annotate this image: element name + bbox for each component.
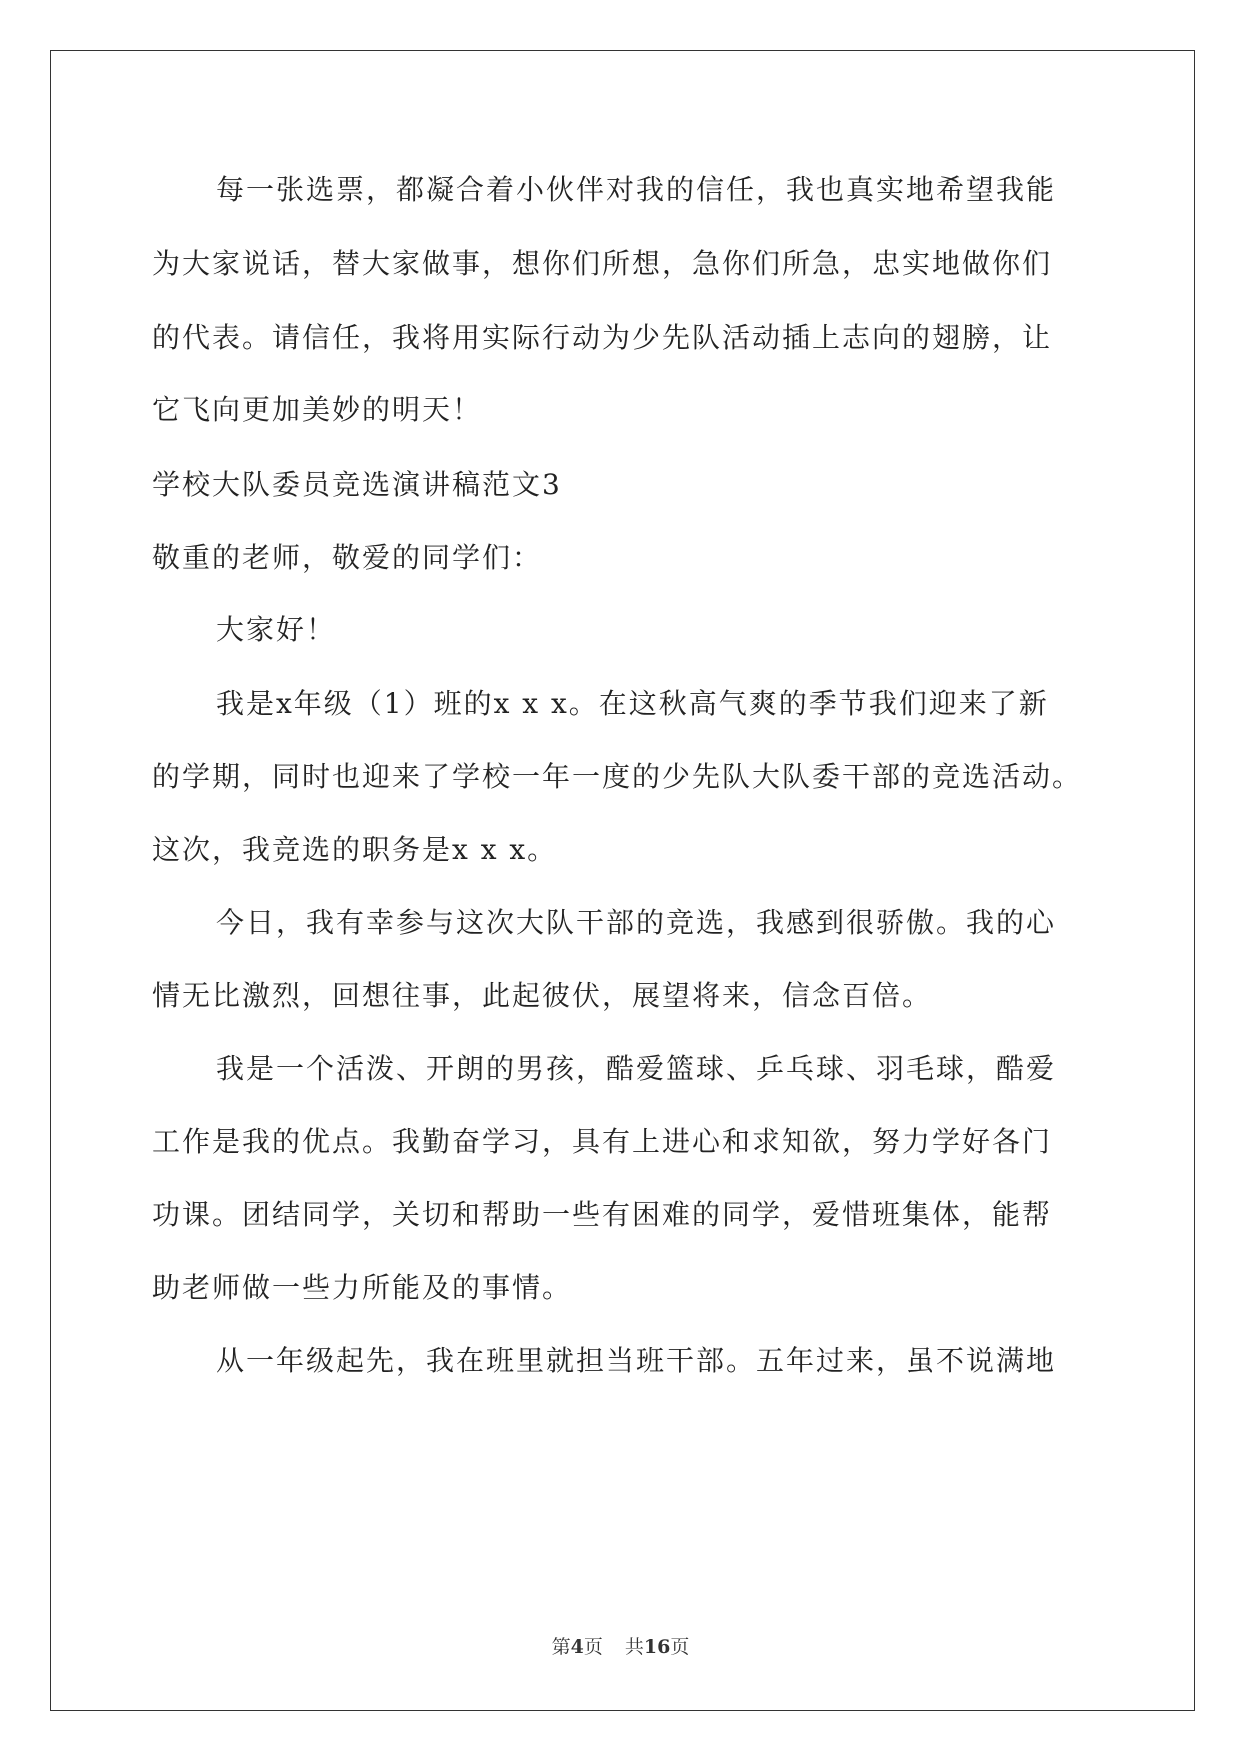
page-number: 4 [570, 1636, 584, 1658]
paragraph-line: 功课。团结同学，关切和帮助一些有困难的同学，爱惜班集体，能帮 [152, 1198, 1053, 1231]
greeting: 大家好！ [216, 613, 337, 646]
paragraph-line: 每一张选票，都凝合着小伙伴对我的信任，我也真实地希望我能 [216, 173, 1057, 206]
paragraph-line: 我是一个活泼、开朗的男孩，酷爱篮球、乒乓球、羽毛球，酷爱 [216, 1052, 1057, 1085]
paragraph-line: 工作是我的优点。我勤奋学习，具有上进心和求知欲，努力学好各门 [152, 1125, 1053, 1158]
paragraph-line: 的代表。请信任，我将用实际行动为少先队活动插上志向的翅膀，让 [152, 321, 1053, 354]
total-suffix: 页 [670, 1636, 690, 1658]
paragraph-line: 助老师做一些力所能及的事情。 [152, 1271, 573, 1304]
paragraph-line: 它飞向更加美妙的明天！ [152, 393, 483, 426]
total-pages: 16 [643, 1636, 671, 1658]
page-footer [0, 1632, 1241, 1659]
paragraph-line: 我是x年级（1）班的x x x。在这秋高气爽的季节我们迎来了新 [216, 687, 1049, 720]
paragraph-line: 这次，我竞选的职务是x x x。 [152, 833, 558, 866]
paragraph-line: 为大家说话，替大家做事，想你们所想，急你们所急，忠实地做你们 [152, 247, 1053, 280]
paragraph-line: 从一年级起先，我在班里就担当班干部。五年过来，虽不说满地 [216, 1344, 1057, 1377]
page-border [50, 50, 1195, 1711]
paragraph-line: 今日，我有幸参与这次大队干部的竞选，我感到很骄傲。我的心 [216, 906, 1057, 939]
page-suffix: 页 [583, 1636, 603, 1658]
total-prefix: 共 [624, 1636, 644, 1658]
salutation: 敬重的老师，敬爱的同学们： [152, 541, 543, 574]
page-prefix: 第 [551, 1636, 571, 1658]
paragraph-line: 的学期，同时也迎来了学校一年一度的少先队大队委干部的竞选活动。 [152, 760, 1083, 793]
section-heading: 学校大队委员竞选演讲稿范文3 [152, 468, 562, 501]
paragraph-line: 情无比激烈，回想往事，此起彼伏，展望将来，信念百倍。 [152, 979, 933, 1012]
